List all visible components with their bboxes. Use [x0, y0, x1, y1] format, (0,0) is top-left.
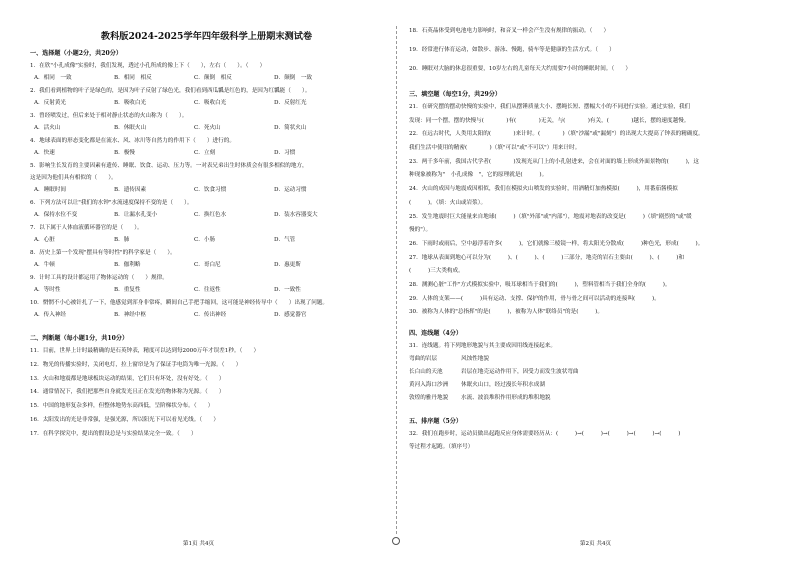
choice-question: 9．计时工具的设计都运用了物体运动的（ ）规律。 — [30, 275, 168, 281]
choice-question: 6．下列方法可以让"我们的水钟"水流速度保持不变的是（ ）。 — [30, 200, 193, 206]
judge-question: 14．通常情况下，我们把那些自身就发光且正在发光的物体称为光源。（ ） — [30, 389, 225, 396]
choice-option: D．颠倒 一致 — [274, 75, 313, 81]
choice-option: D．习惯 — [274, 150, 296, 156]
section-match-header: 四、连线题（4分） — [409, 330, 462, 338]
choice-question-cont: 这是因为他们具有相似的（ ）。 — [30, 175, 117, 181]
judge-questions-continued — [409, 28, 780, 73]
choice-option: D．反射红光 — [274, 100, 307, 106]
choice-option: B．让漏水孔变小 — [114, 212, 158, 218]
fill-question-line: 28．测测心脏"工作"方式模拟实验中，吸耳球相当于我们的( )，塑料管相当于我们全身的( )。 — [409, 281, 671, 288]
match-landform: 长白山的天池 — [409, 369, 443, 376]
choice-option: D．气管 — [274, 237, 296, 243]
left-page-number: 第1页 共4页 — [182, 541, 215, 547]
fill-question-line: 29．人体的支架——( )具有运动、支撑、保护的作用，骨与骨之间可以活动的连接叫( )。 — [409, 295, 660, 302]
choice-option: B．休眠火山 — [114, 125, 147, 131]
choice-option: D．简状火山 — [274, 125, 307, 131]
choice-option: C．小肠 — [194, 237, 216, 243]
choice-option: B．遗传因素 — [114, 187, 147, 193]
choice-option: C．往返性 — [194, 287, 221, 293]
match-cause: 休眠火山口，经过漫长年积水成湖 — [461, 382, 545, 389]
fill-question-line: 22．在远古时代，人类用太阳的( )来计时。( )（填"沙漏"或"漏刻"）的出现大大提高了钟表的精确度。 — [409, 131, 704, 138]
fill-question-line: 慢的"）。 — [409, 227, 432, 234]
choice-options — [30, 312, 383, 319]
match-row — [409, 382, 780, 389]
right-page-number: 第2页 共4页 — [579, 541, 612, 547]
match-rows — [409, 356, 780, 402]
choice-options — [30, 262, 383, 269]
choice-options — [30, 150, 383, 157]
choice-options — [30, 212, 383, 219]
fill-question-line: ( )。（填：火山或岩浆）。 — [409, 199, 487, 206]
judge-question: 16．太阳发出的光是非常强，是强光源，所以阳光下可以看见光线。（ ） — [30, 416, 219, 423]
choice-option: A．活火山 — [34, 125, 61, 131]
choice-option: C．颠倒 相反 — [194, 75, 232, 81]
choice-option: C．死火山 — [194, 125, 221, 131]
fill-question-line: 发现：同一个摆，摆的快慢与( )有( )无关，与( )有关，( )越长，摆的速度越慢。 — [409, 117, 690, 124]
choice-option: B．神经中枢 — [114, 312, 147, 318]
order-question-cont: 等过程才起跑。（填序号） — [409, 444, 474, 451]
choice-option: B．极慢 — [114, 150, 135, 156]
section-fill-header: 三、填空题（每空1分，共29分） — [409, 91, 501, 98]
judge-question: 13．火山和地震都是地球板块运动的结果，它们只有坏处，没有好处。（ ） — [30, 375, 225, 382]
right-page — [397, 0, 794, 561]
choice-option: A．牛顿 — [34, 262, 55, 268]
fill-question-line: 25．发生地震时巨大能量来自地球( )（填"外部"或"内部"），地震对地表的改变是( )（填"剧烈的"或"缓 — [409, 213, 692, 220]
choice-option: C．饮食习惯 — [194, 187, 227, 193]
choice-options — [30, 237, 383, 244]
fill-question-line: ( )三大类构成。 — [409, 268, 464, 275]
fill-question-line: 21．在研究摆的摆动快慢的实验中，我们从摆锤质量大小、摆绳长短、摆幅大小的不同进行实验。通过实验，我们 — [409, 104, 691, 110]
fill-question-line: 种现象被称为" 小孔成像 "，它的原理就是( )。 — [409, 172, 548, 179]
choice-option: D．一致性 — [274, 287, 301, 293]
fill-question-line: 30．被称为人体的"总指挥"的是( )，被称为人体"联络员"的是( )。 — [409, 309, 603, 316]
choice-option: A．传入神经 — [34, 312, 67, 318]
choice-option: A．心脏 — [34, 237, 55, 243]
choice-option: B．相同 相反 — [114, 75, 152, 81]
match-intro: 31．连线题。将下列地形地貌与其主要成因用线连接起来。 — [409, 343, 556, 350]
choice-option: D．装水容器变大 — [274, 212, 318, 218]
choice-question: 2．我们看到植物的叶子是绿色的，是因为叶子反射了绿色光，我们看到西瓜瓤是红色的，是因为红瓤能（ ）。 — [30, 88, 311, 94]
page-title: 教科版2024-2025学年四年级科学上册期末测试卷 — [100, 31, 313, 42]
choice-option: B．肺 — [114, 237, 130, 243]
choice-question: 10．惘惘不小心被针扎了一下，他感觉到浑身非常疼，瞬间自己手把手缩回，这可能是神经传导中（ ）出现了问题。 — [30, 300, 328, 306]
choice-options — [30, 287, 383, 294]
choice-options — [30, 187, 383, 194]
match-cause: 岩层在地壳运动作用下，因受力而发生波状弯曲 — [461, 369, 579, 376]
choice-option: C．立刻 — [194, 150, 216, 156]
match-row — [409, 356, 780, 363]
match-cause: 风蚀性地貌 — [461, 356, 489, 363]
choice-option: C．吸收白光 — [194, 100, 227, 106]
choice-option: B．吸收白光 — [114, 100, 147, 106]
section-judge-header: 二、判断题（每小题1分，共10分） — [30, 335, 129, 342]
choice-option: C．传出神经 — [194, 312, 227, 318]
judge-question: 17．在科学探究中，提出的假设总是与实验结果完全一致。（ ） — [30, 430, 197, 437]
choice-option: D．运动习惯 — [274, 187, 307, 193]
fill-question-line: 27．地球从表面到地心可以分为( )、( )、( )三部分，地壳的岩石主要由( )、( )和 — [409, 254, 685, 261]
choice-option: A．睡眠时间 — [34, 187, 67, 193]
match-landform: 黄河入海口沙洲 — [409, 382, 449, 389]
choice-question: 3．曾经喷发过，但后来处于相对静止状态的火山称为（ ）。 — [30, 113, 188, 119]
order-question: 32．我们在跑步时，运动员做出起跑反应身体需要经历从：( )→( )→( )→( )→( ) — [409, 431, 681, 438]
judge-question: 15．中国的地形复杂多样，但整体地势东高西低，呈阶梯状分布。（ ） — [30, 403, 214, 410]
fill-questions — [409, 104, 780, 316]
fill-question-line: 24．火山的成因与地震成因相似，我们在模拟火山喷发的实验时，用酒精灯加热模拟( )，用番茄酱模拟 — [409, 186, 678, 193]
match-landform: 敦煌的雅丹地貌 — [409, 395, 449, 402]
fill-question-line: 26．下雨时或雨后，空中悬浮着许多( )，它们就像三棱镜一样，将太阳光分散成( )种色光，形成( )。 — [409, 240, 704, 247]
section-choice-header: 一、选择题（小题2分，共20分） — [30, 50, 122, 57]
choice-option: A．保持水位不变 — [34, 212, 78, 218]
choice-option: A．快速 — [34, 150, 55, 156]
fill-question-line: 23．两千多年前，我国古代学者( )发现光从门上的小孔射进来，会在对面的墙上形成外面景物的( )，这 — [409, 158, 699, 165]
choice-options — [30, 100, 383, 107]
match-landform: 弯曲的岩层 — [409, 356, 437, 363]
choice-option: C．哥白尼 — [194, 262, 221, 268]
choice-option: D．惠更斯 — [274, 262, 301, 268]
judge-question: 20．睡眠对大脑的休息很重要，10岁左右的儿童每天大约需要7小时的睡眠时间。（ ） — [409, 66, 631, 72]
choice-question: 7．以下属于人体血液循环器官的是（ ）。 — [30, 225, 143, 231]
choice-option: D．感觉器官 — [274, 312, 307, 318]
match-row — [409, 395, 780, 402]
match-cause: 水流、波浪堆积作用形成的堆积地貌 — [461, 395, 551, 402]
choice-option: B．伽利略 — [114, 262, 141, 268]
choice-option: B．重复性 — [114, 287, 141, 293]
choice-option: A．等时性 — [34, 287, 61, 293]
judge-question: 19．经常进行体育运动，如散步、游泳、慢跑，骑车等是健康的生活方式。（ ） — [409, 47, 615, 53]
match-row — [409, 369, 780, 376]
choice-option: A．相同 一致 — [34, 75, 72, 81]
judge-questions — [30, 348, 383, 438]
choice-option: C．换红色水 — [194, 212, 227, 218]
section-order-header: 五、排序题（5分） — [409, 418, 462, 426]
choice-question: 5．影响生长发育的主要因素有遗传、睡眠、饮食、运动、压力等。一对表兄弟出生时体质会有很多相似的地方， — [30, 163, 308, 169]
choice-questions — [30, 63, 383, 319]
fill-question-line: 我们生活中使用的精密( )（填"可以"或"不可以"）用来计时。 — [409, 145, 581, 152]
choice-question: 8．历史上第一个发现"摆具有等时性"的科学家是（ ）。 — [30, 250, 176, 256]
choice-option: A．反射黄光 — [34, 100, 67, 106]
choice-question: 1．在欣"小孔成像"实验时，我们发现，透过小孔所成的像上下（ ），左右（ ）。（ ） — [30, 63, 266, 69]
choice-question: 4．地球表面的形态变化都是在流水、风、冰川等自然力的作用下（ ）进行的。 — [30, 138, 235, 144]
judge-question: 18．石英晶体受到电池电力影响时，和音叉一样会产生没有规律的振动。（ ） — [409, 28, 610, 34]
judge-question: 12．物光的传播实验时，关闭电灯，拉上窗帘是为了保证手电筒为唯一光源。（ ） — [30, 361, 242, 368]
choice-options — [30, 75, 383, 82]
judge-question: 11．目前，世界上计时最精确的是石英钟表，精度可以达到每2000万年才误差1秒。（ ） — [30, 348, 260, 354]
choice-options — [30, 125, 383, 132]
